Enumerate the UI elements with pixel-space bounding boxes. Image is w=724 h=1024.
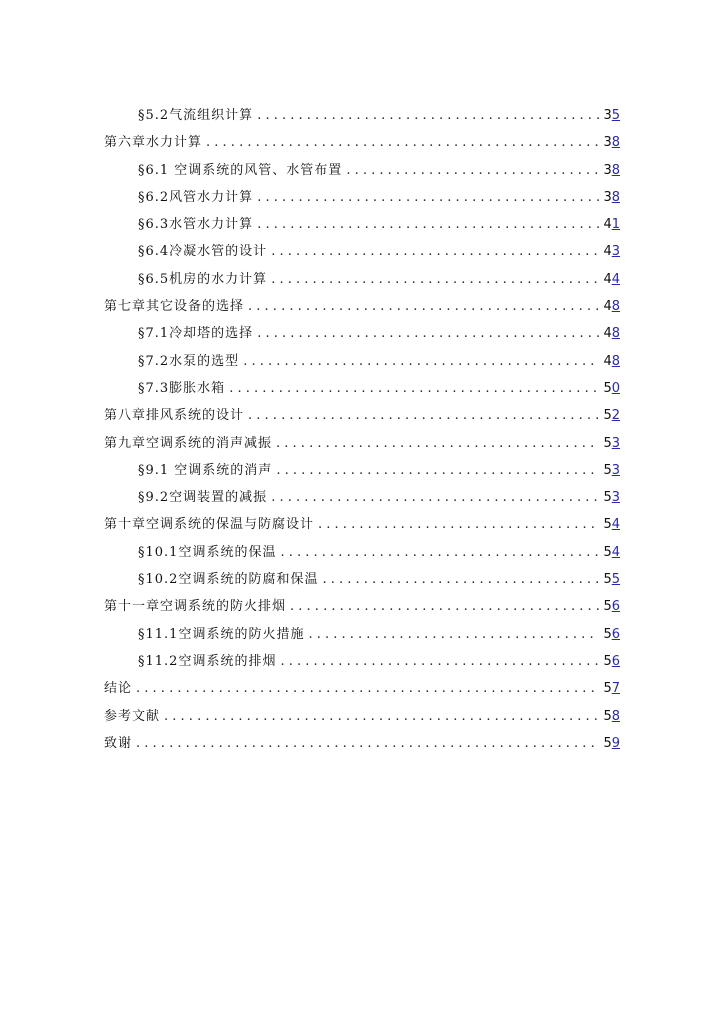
toc-entry[interactable] — [104, 432, 620, 459]
dot-leader — [271, 272, 599, 287]
toc-entry[interactable] — [104, 595, 620, 622]
toc-entry-title: §10.2空调系统的防腐和保温 — [138, 572, 319, 588]
dot-leader — [164, 709, 599, 724]
toc-entry-title: 致谢 — [104, 735, 133, 751]
toc-entry-title: §5.2气流组织计算 — [138, 108, 254, 123]
toc-entry[interactable] — [104, 268, 620, 295]
toc-entry[interactable] — [104, 513, 620, 540]
toc-entry[interactable] — [104, 623, 620, 650]
toc-page-number[interactable]: 43 — [603, 244, 620, 260]
toc-entry-title: 第六章水力计算 — [104, 135, 203, 151]
toc-entry[interactable] — [104, 350, 620, 377]
toc-entry-title: §9.2空调装置的减振 — [138, 490, 268, 506]
toc-entry[interactable] — [104, 404, 620, 431]
dot-leader — [243, 354, 599, 369]
toc-entry[interactable] — [104, 213, 620, 240]
toc-page-number[interactable]: 41 — [603, 217, 620, 233]
toc-entry[interactable] — [104, 677, 620, 704]
dot-leader — [308, 627, 599, 642]
toc-page-number[interactable]: 38 — [603, 135, 620, 151]
dot-leader — [257, 108, 599, 123]
dot-leader — [280, 654, 599, 669]
toc-entry-title: 第十一章空调系统的防火排烟 — [104, 599, 287, 615]
toc-page-number[interactable]: 52 — [603, 408, 620, 424]
dot-leader — [346, 163, 599, 178]
dot-leader — [271, 244, 599, 259]
toc-page-number[interactable]: 48 — [603, 299, 620, 315]
dot-leader — [248, 299, 599, 314]
toc-entry-title: 第九章空调系统的消声减振 — [104, 435, 273, 451]
toc-entry[interactable] — [104, 131, 620, 158]
toc-entry-title: §11.2空调系统的排烟 — [138, 653, 277, 669]
toc-entry[interactable] — [104, 486, 620, 513]
toc-entry[interactable] — [104, 186, 620, 213]
toc-page-number[interactable]: 58 — [603, 708, 620, 724]
toc-page-number[interactable]: 44 — [603, 271, 620, 287]
dot-leader — [290, 599, 599, 614]
toc-page-number[interactable]: 54 — [603, 517, 620, 533]
toc-page-number[interactable]: 50 — [603, 380, 620, 396]
toc-entry-title: 第七章其它设备的选择 — [104, 299, 245, 315]
toc-entry[interactable] — [104, 240, 620, 267]
toc-entry[interactable] — [104, 705, 620, 732]
toc-entry-title: §6.2风管水力计算 — [138, 189, 254, 205]
dot-leader — [271, 490, 599, 505]
toc-page-number[interactable]: 55 — [603, 572, 620, 588]
toc-page-number[interactable]: 59 — [603, 735, 620, 751]
toc-entry-title: §10.1空调系统的保温 — [138, 544, 277, 560]
toc-entry[interactable] — [104, 732, 620, 759]
dot-leader — [248, 408, 599, 423]
toc-entry[interactable] — [104, 459, 620, 486]
toc-entry-title: §7.2水泵的选型 — [138, 353, 240, 369]
toc-page-number[interactable]: 53 — [603, 490, 620, 506]
toc-entry-title: 第十章空调系统的保温与防腐设计 — [104, 517, 315, 533]
toc-entry[interactable] — [104, 322, 620, 349]
toc-entry-title: 参考文献 — [104, 708, 161, 724]
toc-entry-title: §11.1空调系统的防火措施 — [138, 626, 305, 642]
toc-page-number[interactable]: 35 — [603, 108, 620, 123]
toc-entry[interactable] — [104, 377, 620, 404]
toc-entry-title: 第八章排风系统的设计 — [104, 408, 245, 424]
toc-page-number[interactable]: 56 — [603, 626, 620, 642]
toc-page-number[interactable]: 56 — [603, 653, 620, 669]
toc-entry-title: §6.3水管水力计算 — [138, 217, 254, 233]
dot-leader — [280, 545, 599, 560]
toc-entry-title: §6.4冷凝水管的设计 — [138, 244, 268, 260]
toc-entry[interactable] — [104, 295, 620, 322]
dot-leader — [257, 190, 599, 205]
dot-leader — [206, 135, 599, 150]
toc-entry-title: 结论 — [104, 681, 133, 697]
dot-leader — [136, 736, 599, 751]
toc-page-number[interactable]: 38 — [603, 189, 620, 205]
toc-entry-title: §9.1 空调系统的消声 — [138, 462, 273, 478]
dot-leader — [276, 463, 599, 478]
dot-leader — [257, 217, 599, 232]
dot-leader — [257, 326, 599, 341]
dot-leader — [318, 517, 599, 532]
toc-entry[interactable] — [104, 568, 620, 595]
toc-entry-title: §7.1冷却塔的选择 — [138, 326, 254, 342]
toc-entry[interactable] — [104, 541, 620, 568]
toc-page-number[interactable]: 54 — [603, 544, 620, 560]
toc-page-number[interactable]: 57 — [603, 681, 620, 697]
toc-page-number[interactable]: 56 — [603, 599, 620, 615]
toc-entry-title: §6.1 空调系统的风管、水管布置 — [138, 162, 343, 178]
dot-leader — [276, 436, 599, 451]
toc-entry[interactable] — [104, 159, 620, 186]
toc-page-number[interactable]: 38 — [603, 162, 620, 178]
dot-leader — [229, 381, 599, 396]
dot-leader — [136, 681, 599, 696]
toc-entry-title: §7.3膨胀水箱 — [138, 380, 226, 396]
toc-page-number[interactable]: 48 — [603, 326, 620, 342]
dot-leader — [322, 572, 599, 587]
toc-entry[interactable] — [104, 104, 620, 131]
toc-entry[interactable] — [104, 650, 620, 677]
toc-page-number[interactable]: 53 — [603, 462, 620, 478]
toc-entry-title: §6.5机房的水力计算 — [138, 271, 268, 287]
toc-page-number[interactable]: 48 — [603, 353, 620, 369]
table-of-contents — [104, 104, 620, 759]
toc-page-number[interactable]: 53 — [603, 435, 620, 451]
